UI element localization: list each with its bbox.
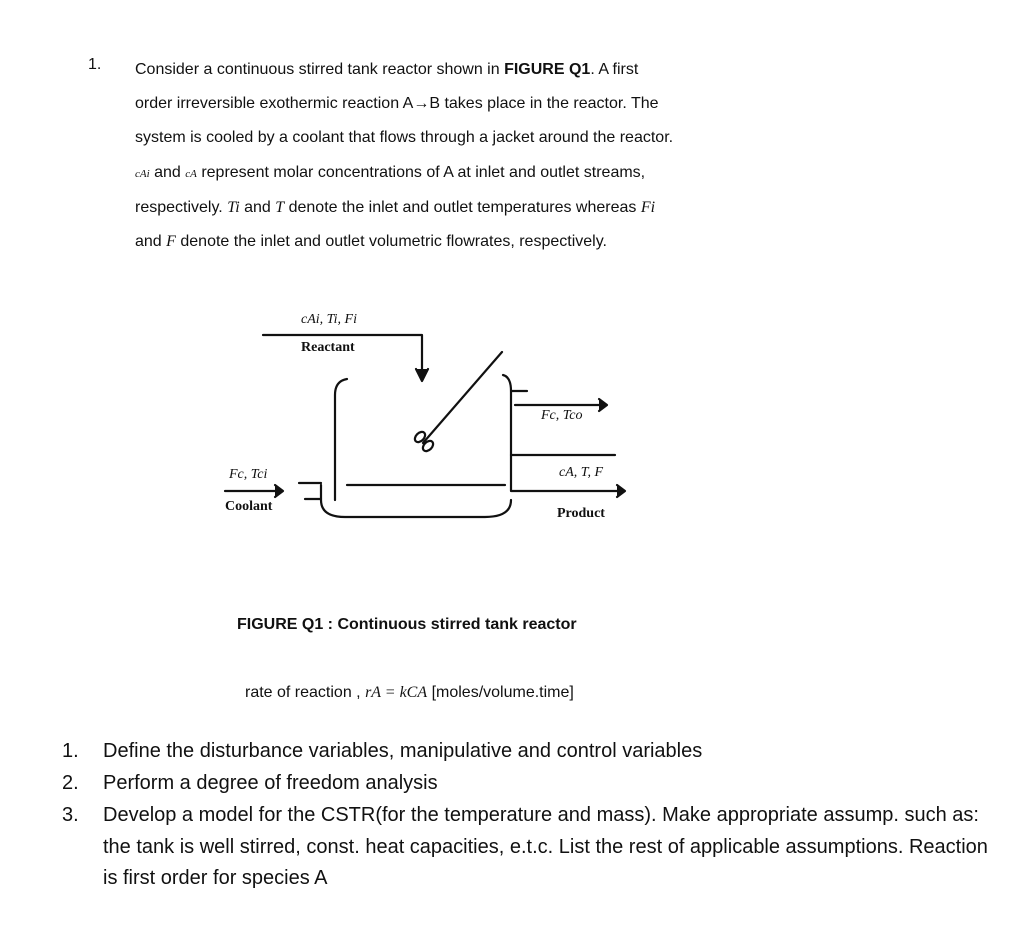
symbol-t: T xyxy=(275,198,285,216)
task-number: 1. xyxy=(62,740,79,762)
question-number: 1. xyxy=(88,56,102,73)
product-arrowhead xyxy=(617,485,625,497)
figure-reference: FIGURE Q1 xyxy=(504,61,591,78)
inlet-vars-label: cAi, Ti, Fi xyxy=(301,312,357,327)
question-line-6: and F denote the inlet and outlet volumetric flowrates, respectively. xyxy=(135,233,607,251)
question-line-5: respectively. Ti and T denote the inlet and outlet temperatures whereas Fi xyxy=(135,198,656,216)
task-text: Develop a model for the CSTR(for the temperature and mass). Make appropriate assump. such as: the tank is well stirred, const. heat capacities, e.t.c. List the rest of applicable assumptions. Reaction is first order for species A xyxy=(103,804,988,889)
coolant-label: Coolant xyxy=(225,499,273,514)
tank-right-wall xyxy=(503,375,511,455)
cstr-figure xyxy=(215,295,645,535)
task-number: 3. xyxy=(62,804,79,826)
task-text: Define the disturbance variables, manipulative and control variables xyxy=(103,740,703,762)
symbol-f: F xyxy=(166,233,176,251)
task-number: 2. xyxy=(62,772,79,794)
symbol-ca: cA xyxy=(185,167,197,180)
reactant-arrowhead xyxy=(416,369,428,381)
question-line-3: system is cooled by a coolant that flows through a jacket around the reactor. xyxy=(135,129,674,147)
symbol-fi: Fi xyxy=(640,198,656,216)
coolant-out-vars-label: Fc, Tco xyxy=(541,408,583,423)
coolant-in-vars-label: Fc, Tci xyxy=(229,467,268,482)
product-label: Product xyxy=(557,506,605,521)
rate-equation: rate of reaction , rA = kCA [moles/volume.time] xyxy=(245,684,574,701)
question-line-4: cAi and cA represent molar concentrations of A at inlet and outlet streams, xyxy=(135,163,646,181)
question-line-2: order irreversible exothermic reaction A→B takes place in the reactor. The xyxy=(135,95,659,113)
stirrer-shaft xyxy=(423,352,502,443)
symbol-ti: Ti xyxy=(227,198,240,216)
coolant-in-arrowhead xyxy=(275,485,283,497)
figure-caption: FIGURE Q1 : Continuous stirred tank reactor xyxy=(237,616,577,633)
jacket-outer xyxy=(321,485,511,517)
task-text: Perform a degree of freedom analysis xyxy=(103,772,438,794)
coolant-out-arrowhead xyxy=(599,399,607,411)
question-paragraph xyxy=(135,53,815,259)
rate-symbol: rA = kCA xyxy=(365,684,428,701)
question-line-1: Consider a continuous stirred tank reactor shown in FIGURE Q1. A first xyxy=(135,61,639,78)
reactant-label: Reactant xyxy=(301,340,355,355)
tank-left-wall xyxy=(335,379,347,500)
symbol-cai: cAi xyxy=(135,167,150,180)
product-vars-label: cA, T, F xyxy=(559,465,604,480)
